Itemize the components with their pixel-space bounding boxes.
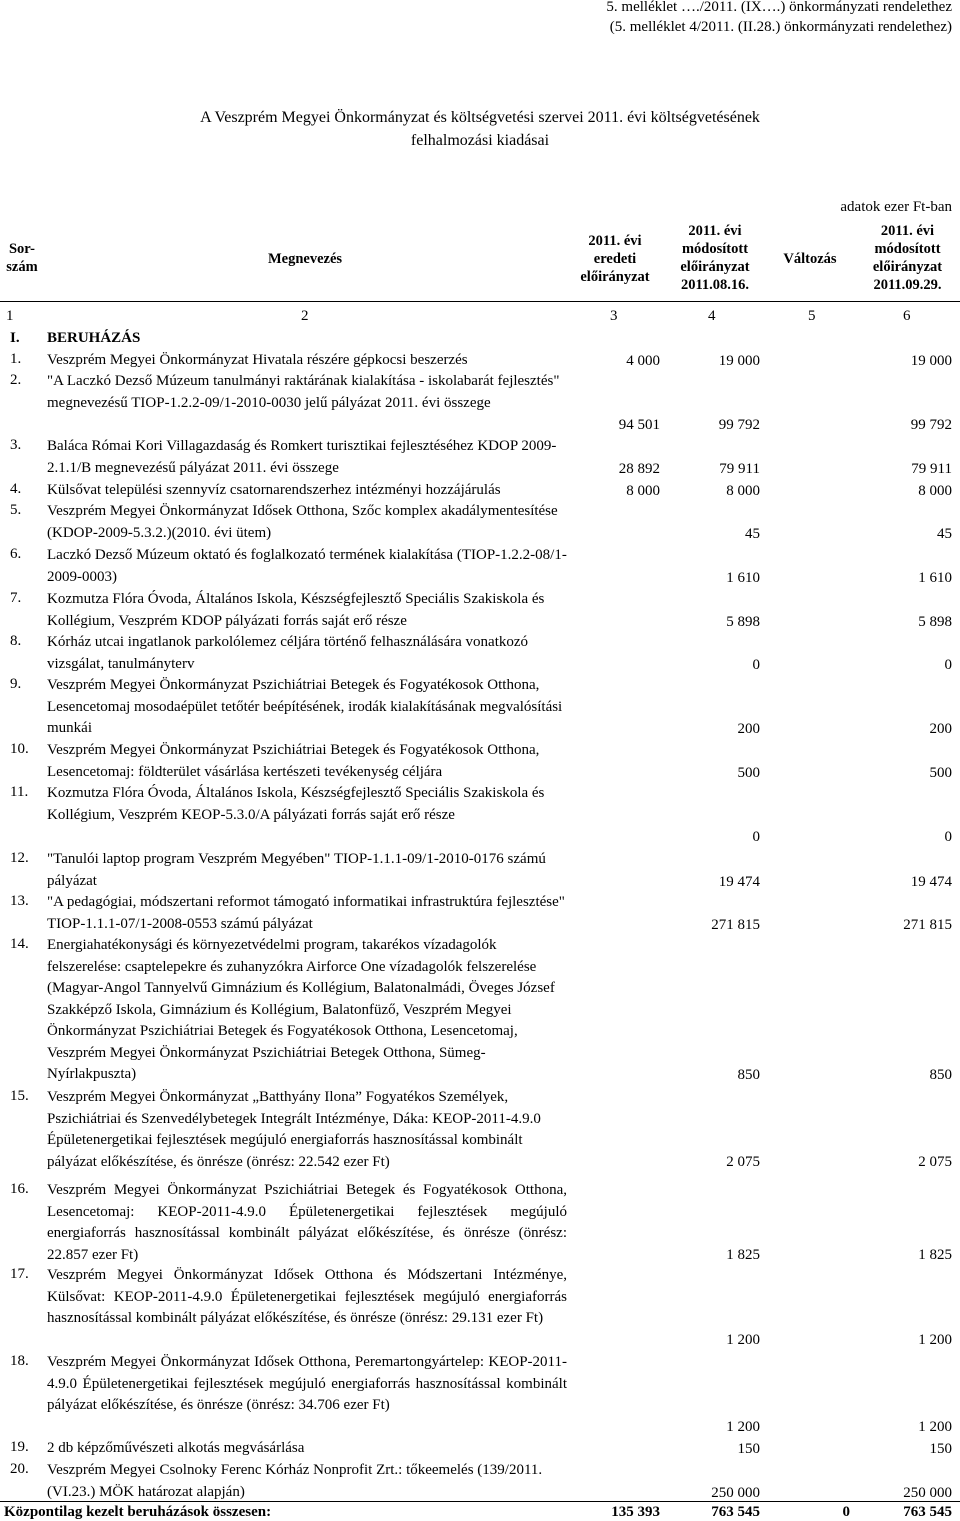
row-number: 1.: [10, 351, 22, 367]
row-modositott-0929: 1 200: [918, 1419, 952, 1435]
row-modositott-0929: 150: [929, 1441, 952, 1457]
row-modositott-0929: 8 000: [918, 483, 952, 499]
row-modositott-0816: 5 898: [726, 614, 760, 630]
colnum-6: 6: [903, 308, 911, 324]
row-description: Veszprém Megyei Önkormányzat Idősek Otthona és Módszertani Intézménye, Külsővat: KEOP-2011-4.9.0 Épületenergetikai fejlesztések megújuló energiaforrás hasznosítással kombinált pályázat előkészítése, és önrésze (önrész: 29.131 ezer Ft): [47, 1267, 567, 1326]
row-modositott-0816: 850: [737, 1067, 760, 1083]
row-modositott-0816: 99 792: [718, 417, 760, 433]
row-modositott-0929: 0: [944, 829, 952, 845]
row-description: Veszprém Megyei Önkormányzat Idősek Otthona, Peremartongyártelep: KEOP-2011-4.9.0 Épületenergetikai fejlesztések megújuló energiaforrás hasznosítással kombinált pályázat előkészítése, és önrésze (önrész: 34.706 ezer Ft): [47, 1354, 567, 1413]
document-subtitle: felhalmozási kiadásai: [410, 132, 550, 149]
row-number: 2.: [10, 372, 22, 388]
row-modositott-0929: 500: [929, 765, 952, 781]
row-number: 18.: [10, 1353, 29, 1369]
row-modositott-0816: 0: [752, 829, 760, 845]
colnum-5: 5: [808, 308, 816, 324]
row-description: Kozmutza Flóra Óvoda, Általános Iskola, Készségfejlesztő Speciális Szakiskola és Kollégium, Veszprém KEOP-5.3.0/A pályázati forrás saját erő része: [47, 785, 545, 823]
row-description: Veszprém Megyei Csolnoky Ferenc Kórház Nonprofit Zrt.: tőkeemelés (139/2011.(VI.23.) MÖK határozat alapján): [47, 1462, 543, 1500]
row-description: Kórház utcai ingatlanok parkolólemez céljára történő felhasználására vonatkozó vizsgálat, tanulmányterv: [47, 634, 529, 672]
row-number: 11.: [10, 784, 29, 800]
row-eredeti: 8 000: [626, 483, 660, 499]
row-description: 2 db képzőművészeti alkotás megvásárlása: [47, 1440, 305, 1456]
row-modositott-0816: 250 000: [711, 1485, 760, 1501]
header-valtozas: Változás: [783, 251, 837, 267]
row-description: Veszprém Megyei Önkormányzat Idősek Otthona, Szőc komplex akadálymentesítése (KDOP-2009-5.3.2.)(2010. évi ütem): [47, 503, 558, 541]
row-description: Kozmutza Flóra Óvoda, Általános Iskola, Készségfejlesztő Speciális Szakiskola és Kollégium, Veszprém KDOP pályázati forrás saját erő része: [47, 591, 545, 629]
row-modositott-0929: 99 792: [910, 417, 952, 433]
annex-reference: 5. melléklet …./2011. (IX….) önkormányzati rendelethez: [606, 0, 952, 15]
row-number: 15.: [10, 1088, 29, 1104]
row-modositott-0816: 1 200: [726, 1332, 760, 1348]
row-modositott-0929: 0: [944, 657, 952, 673]
section-number: I.: [10, 330, 20, 346]
row-number: 9.: [10, 676, 22, 692]
row-modositott-0929: 1 610: [918, 570, 952, 586]
header-sorszam: Sor- szám: [6, 241, 38, 276]
header-modositott-0816: 2011. évi módosított előirányzat 2011.08.16.: [680, 223, 750, 294]
section-label: BERUHÁZÁS: [47, 330, 141, 346]
row-modositott-0816: 500: [737, 765, 760, 781]
colnum-2: 2: [301, 308, 309, 324]
row-number: 5.: [10, 502, 22, 518]
row-modositott-0816: 200: [737, 721, 760, 737]
row-modositott-0816: 1 200: [726, 1419, 760, 1435]
row-number: 19.: [10, 1439, 29, 1455]
row-modositott-0816: 271 815: [711, 917, 760, 933]
row-modositott-0816: 2 075: [726, 1154, 760, 1170]
annex-reference-original: (5. melléklet 4/2011. (II.28.) önkormányzati rendelethez): [609, 19, 952, 35]
row-modositott-0929: 19 474: [910, 874, 952, 890]
row-description: Veszprém Megyei Önkormányzat Hivatala részére gépkocsi beszerzés: [47, 352, 468, 368]
row-modositott-0929: 45: [937, 526, 952, 542]
row-number: 14.: [10, 936, 29, 952]
total-label: Központilag kezelt beruházások összesen:: [4, 1504, 272, 1520]
row-description: Veszprém Megyei Önkormányzat Pszichiátriai Betegek és Fogyatékosok Otthona, Lesencetomaj mosodaépület tetőtér beépítésének, irodák kialakításának megvalósítási munkái: [47, 677, 563, 736]
row-eredeti: 94 501: [618, 417, 660, 433]
row-modositott-0929: 1 200: [918, 1332, 952, 1348]
total-modositott-0816: 763 545: [711, 1504, 760, 1520]
row-modositott-0929: 79 911: [911, 461, 952, 477]
colnum-4: 4: [708, 308, 716, 324]
row-number: 20.: [10, 1461, 29, 1477]
row-number: 13.: [10, 893, 29, 909]
row-number: 12.: [10, 850, 29, 866]
row-modositott-0816: 8 000: [726, 483, 760, 499]
row-modositott-0929: 2 075: [918, 1154, 952, 1170]
row-number: 4.: [10, 481, 22, 497]
header-modositott-0929: 2011. évi módosított előirányzat 2011.09.29.: [872, 223, 943, 294]
row-modositott-0929: 200: [929, 721, 952, 737]
row-modositott-0929: 850: [929, 1067, 952, 1083]
row-number: 6.: [10, 546, 22, 562]
header-eredeti: 2011. évi eredeti előirányzat: [580, 233, 650, 286]
colnum-1: 1: [6, 308, 14, 324]
row-number: 10.: [10, 741, 29, 757]
row-modositott-0929: 1 825: [918, 1247, 952, 1263]
row-number: 8.: [10, 633, 22, 649]
row-description: Baláca Római Kori Villagazdaság és Romkert turisztikai fejlesztéséhez KDOP 2009-2.1.1/B megnevezésű pályázat 2011. évi összege: [47, 438, 557, 476]
row-description: "A Laczkó Dezső Múzeum tanulmányi raktárának kialakítása - iskolabarát fejlesztés" megnevezésű TIOP-1.2.2-09/1-2010-0030 jelű pályázat 2011. évi összege: [47, 373, 560, 411]
row-description: Veszprém Megyei Önkormányzat Pszichiátriai Betegek és Fogyatékosok Otthona, Lesencetomaj: KEOP-2011-4.9.0 Épületenergetikai fejlesztések megújuló energiaforrás hasznosítással kombinált pályázat előkészítése, és önrésze (önrész: 22.857 ezer Ft): [47, 1182, 567, 1263]
total-eredeti: 135 393: [611, 1504, 660, 1520]
row-modositott-0929: 19 000: [910, 353, 952, 369]
row-number: 17.: [10, 1266, 29, 1282]
total-valtozas: 0: [842, 1504, 850, 1520]
row-description: Veszprém Megyei Önkormányzat „Batthyány Ilona” Fogyatékos Személyek, Pszichiátriai és Szenvedélybetegek Integrált Intézménye, Dáka: KEOP-2011-4.9.0 Épületenergetikai fejlesztések megújuló energiaforrás hasznosítással kombinált pályázat előkészítése, és önrésze (önrész: 22.542 ezer Ft): [47, 1089, 541, 1170]
row-eredeti: 4 000: [626, 353, 660, 369]
row-description: Energiahatékonysági és környezetvédelmi program, takarékos vízadagolók felszerelése: csaptelepekre és zuhanyzókra Airforce One vízadagolók felszerelése (Magyar-Angol Tannyelvű Gimnázium és Kollégium, Balatonalmádi, Öveges József Szakképző Iskola, Gimnázium és Kollégium, Balatonfüző, Veszprém Megyei Önkormányzat Pszichiátriai Betegek és Fogyatékosok Otthona, Lesencetomaj, Veszprém Megyei Önkormányzat Pszichiátriai Betegek Otthona, Sümeg-Nyírlakpuszta): [47, 937, 555, 1082]
unit-note: adatok ezer Ft-ban: [840, 199, 952, 215]
row-number: 7.: [10, 590, 22, 606]
row-description: Laczkó Dezső Múzeum oktató és foglalkozató termének kialakítása (TIOP-1.2.2-08/1-2009-0003): [47, 547, 567, 585]
row-modositott-0816: 150: [737, 1441, 760, 1457]
header-megnevezes: Megnevezés: [267, 251, 343, 267]
row-description: Veszprém Megyei Önkormányzat Pszichiátriai Betegek és Fogyatékosok Otthona, Lesencetomaj: földterület vásárlása kertészeti tevékenység céljára: [47, 742, 540, 780]
row-description: "Tanulói laptop program Veszprém Megyében" TIOP-1.1.1-09/1-2010-0176 számú pályázat: [47, 851, 546, 889]
row-eredeti: 28 892: [618, 461, 660, 477]
row-modositott-0816: 45: [745, 526, 760, 542]
row-modositott-0816: 19 474: [718, 874, 760, 890]
row-modositott-0816: 1 825: [726, 1247, 760, 1263]
row-modositott-0816: 0: [752, 657, 760, 673]
colnum-3: 3: [610, 308, 618, 324]
row-number: 3.: [10, 437, 22, 453]
total-modositott-0929: 763 545: [903, 1504, 952, 1520]
row-modositott-0929: 271 815: [903, 917, 952, 933]
row-modositott-0929: 5 898: [918, 614, 952, 630]
row-number: 16.: [10, 1181, 29, 1197]
row-description: "A pedagógiai, módszertani reformot támogató informatikai infrastruktúra fejlesztése" TIOP-1.1.1-07/1-2008-0553 számú pályázat: [47, 894, 565, 932]
total-rule: [0, 1501, 960, 1502]
header-rule: [0, 301, 960, 302]
row-modositott-0816: 79 911: [719, 461, 760, 477]
document-title: A Veszprém Megyei Önkormányzat és költségvetési szervei 2011. évi költségvetésének: [200, 109, 760, 126]
row-modositott-0816: 1 610: [726, 570, 760, 586]
row-modositott-0929: 250 000: [903, 1485, 952, 1501]
row-modositott-0816: 19 000: [718, 353, 760, 369]
row-description: Külsővat települési szennyvíz csatornarendszerhez intézményi hozzájárulás: [47, 482, 501, 498]
